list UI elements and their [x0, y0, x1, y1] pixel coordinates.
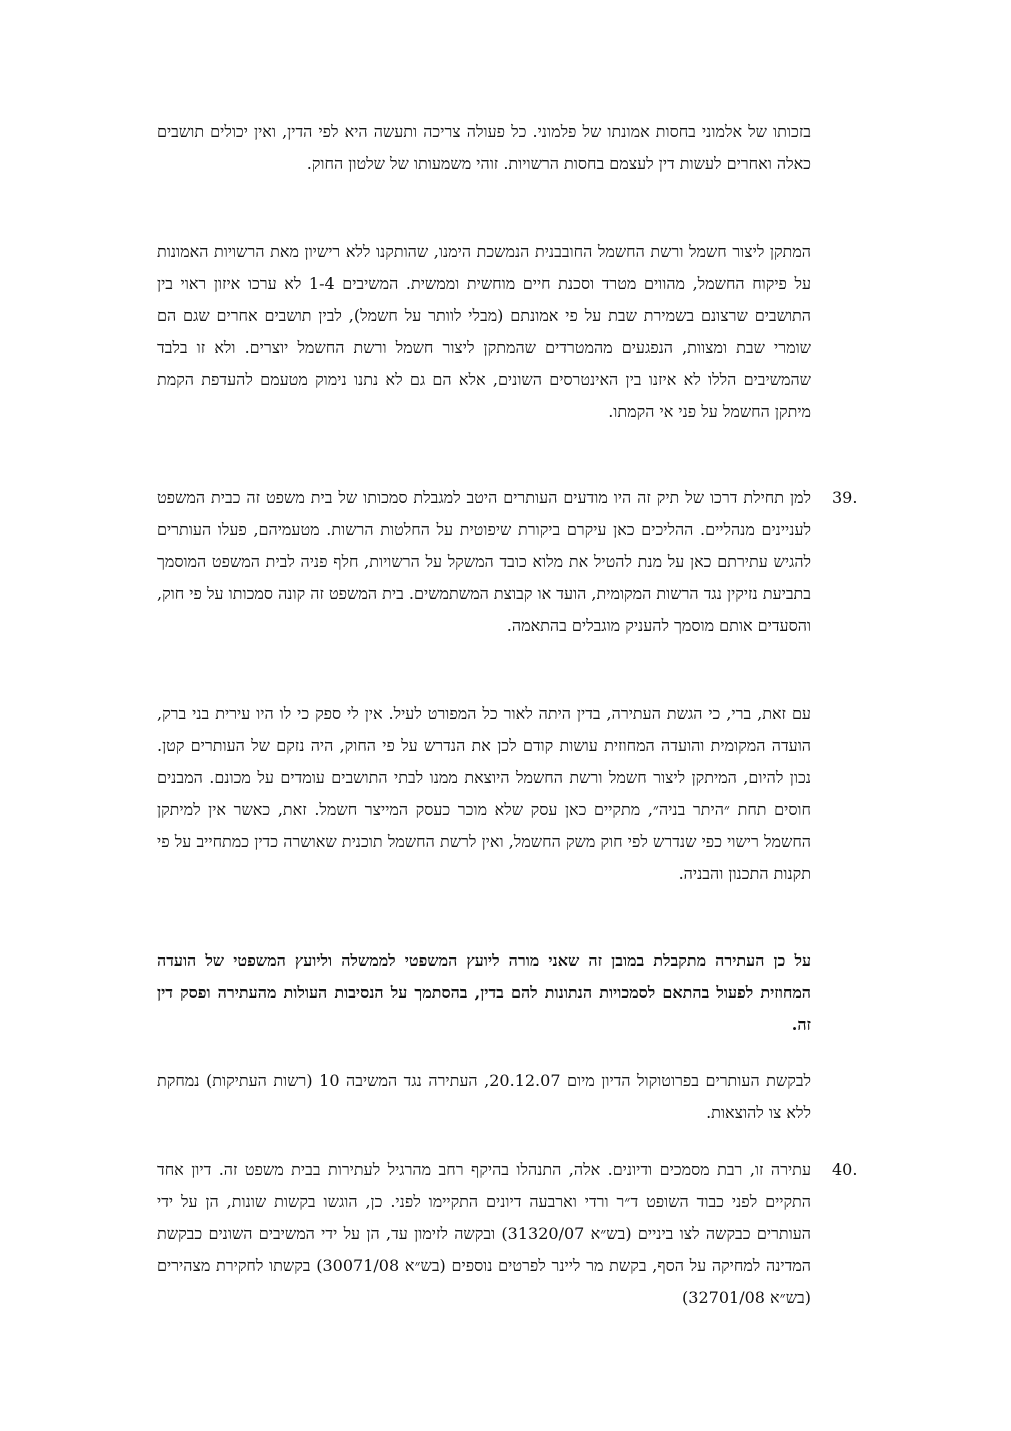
paragraph-39: למן תחילת דרכו של תיק זה היו מודעים העותרים היטב למגבלת סמכותו של בית משפט זה כבית המשפט לעניינים מנהליים. ההליכים כאן עיקרם ביקורת שיפוטית על החלטות הרשות. מטעמיהם, פעלו העותרים להגיש עתירתם כאן על מנת להטיל את מלוא כובד המשקל על הרשויות, חלף פניה לבית המשפט המוסמך בתביעת נזיקין נגד הרשות המקומית, הועד או קבוצת המשתמשים. בית המשפט זה קונה סמכותו על פי חוק, והסעדים אותם מוסמך להעניק מוגבלים בהתאמה.	[157, 488, 811, 635]
paragraph-2: המתקן ליצור חשמל ורשת החשמל החובבנית הנמשכת הימנו, שהותקנו ללא רישיון מאת הרשויות האמונות על פיקוח החשמל, מהווים מטרד וסכנת חיים מוחשית וממשית. המשיבים 1-4 לא ערכו איזון ראוי בין התושבים שרצונם בשמירת שבת על פי אמונתם (מבלי לוותר על חשמל), לבין תושבים אחרים שגם הם שומרי שבת ומצוות, הנפגעים מהמטרדים שהמתקן ליצור חשמל ורשת החשמל יוצרים. ולא זו בלבד שהמשיבים הללו לא איזנו בין האינטרסים השונים, אלא הם גם לא נתנו נימוק מטעמם להעדפת הקמת מיתקן החשמל על פני אי הקמתו.	[157, 242, 811, 421]
paragraph-deletion-note: לבקשת העותרים בפרוטוקול הדיון מיום 20.12.07, העתירה נגד המשיבה 10 (רשות העתיקות) נמחקת ללא צו להוצאות.	[157, 1071, 812, 1122]
paragraph-39-continued: עם זאת, ברי, כי הגשת העתירה, בדין היתה לאור כל המפורט לעיל. אין לי ספק כי לו היו עירית בני ברק, הועדה המקומית והועדה המחוזית עושות קודם לכן את הנדרש על פי החוק, היה נזקם של העותרים קטן. נכון להיום, המיתקן ליצור חשמל ורשת החשמל היוצאת ממנו לבתי התושבים עומדים על מכונם. המבנים חוסים תחת ״היתר בניה״, מתקיים כאן עסק שלא מוכר כעסק המייצר חשמל. זאת, כאשר אין למיתקן החשמל רישוי כפי שנדרש לפי חוק משק החשמל, ואין לרשת החשמל תוכנית שאושרה כדין כמתחייב על פי תקנות התכנון והבניה.	[157, 704, 811, 883]
paragraph-40: עתירה זו, רבת מסמכים ודיונים. אלה, התנהלו בהיקף רחב מהרגיל לעתירות בבית משפט זה. דיון אחד התקיים לפני כבוד השופט ד״ר ורדי וארבעה דיונים התקיימו לפני. כן, הוגשו בקשות שונות, הן על ידי העותרים כבקשה לצו ביניים (בש״א 31320/07) ובקשה לזימון עד, הן על ידי המשיבים השונים כבקשת המדינה למחיקה על הסף, בקשת מר ליינר לפרטים נוספים (בש״א 30071/08) בקשתו לחקירת מצהירים (בש״א 32701/08)	[157, 1160, 812, 1307]
paragraph-number-40: 40.	[832, 1160, 858, 1179]
paragraph-1: בזכותו של אלמוני בחסות אמונתו של פלמוני. כל פעולה צריכה ותעשה היא לפי הדין, ואין יכולים תושבים כאלה ואחרים לעשות דין לעצמם בחסות הרשויות. זוהי משמעותו של שלטון החוק.	[157, 122, 811, 173]
ruling-paragraph: על כן העתירה מתקבלת במובן זה שאני מורה ליועץ המשפטי לממשלה וליועץ המשפטי של הועדה המחוזית לפעול בהתאם לסמכויות הנתונות להם בדין, בהסתמך על הנסיבות העולות מהעתירה ופסק דין זה.	[157, 951, 811, 1034]
paragraph-number-39: 39.	[832, 488, 858, 507]
